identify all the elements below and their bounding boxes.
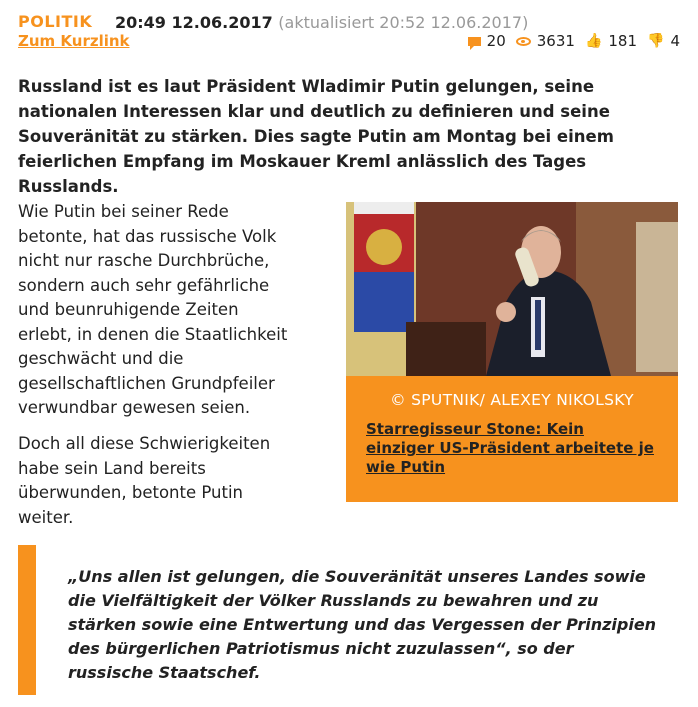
thumbs-up-icon[interactable]: 👍 <box>584 33 603 49</box>
article-header <box>18 10 680 54</box>
article-paragraph: Wie Putin bei seiner Rede betonte, hat das russische Volk nicht nur rasche Durchbrüche, sondern auch sehr gefährliche und beunruhigende Zeiten erlebt, in denen die Staatlichkeit geschwächt und die gesellschaftlichen Grundpfeiler verwundbar gewesen seien. <box>18 202 288 417</box>
dislike-count[interactable]: 4 <box>670 32 680 50</box>
photo-credit: © SPUTNIK/ ALEXEY NIKOLSKY <box>390 391 634 409</box>
article-stats <box>468 32 680 50</box>
article-paragraph: Doch all diese Schwierigkeiten habe sein Land bereits überwunden, betonte Putin weiter. <box>18 434 271 527</box>
blockquote <box>18 545 678 695</box>
publish-time: 20:49 12.06.2017 <box>115 13 273 32</box>
article-lead: Russland ist es laut Präsident Wladimir Putin gelungen, seine nationalen Interessen klar und deutlich zu definieren und seine Souveränität zu stärken. Dies sagte Putin am Montag bei einem feierlichen Empfang im Moskauer Kreml anlässlich des Tages Russlands. <box>18 77 614 196</box>
article-photo[interactable] <box>346 202 678 376</box>
image-teaser-box <box>346 202 678 502</box>
comment-count[interactable]: 20 <box>486 32 506 50</box>
photo-illustration <box>346 202 678 376</box>
short-link[interactable]: Zum Kurzlink <box>18 32 130 50</box>
timestamp <box>115 13 528 32</box>
eye-icon <box>516 37 531 46</box>
like-count[interactable]: 181 <box>608 32 638 50</box>
thumbs-down-icon[interactable]: 👎 <box>647 33 665 49</box>
updated-time: (aktualisiert 20:52 12.06.2017) <box>278 13 529 32</box>
quote-text: „Uns allen ist gelungen, die Souveränität unseres Landes sowie die Vielfältigkeit der Völker Russlands zu bewahren und zu stärken sowie eine Entwertung und das Vergessen der Prinzipien des bürgerlichen Patriotismus nicht zuzulassen“, so der russische Staatschef. <box>68 567 657 682</box>
related-article-link[interactable]: Starregisseur Stone: Kein einziger US-Präsident arbeitete je wie Putin <box>366 420 654 476</box>
category-link[interactable]: POLITIK <box>18 12 93 31</box>
quote-bar <box>18 545 36 695</box>
comment-icon[interactable] <box>468 37 481 46</box>
view-count: 3631 <box>536 32 575 50</box>
